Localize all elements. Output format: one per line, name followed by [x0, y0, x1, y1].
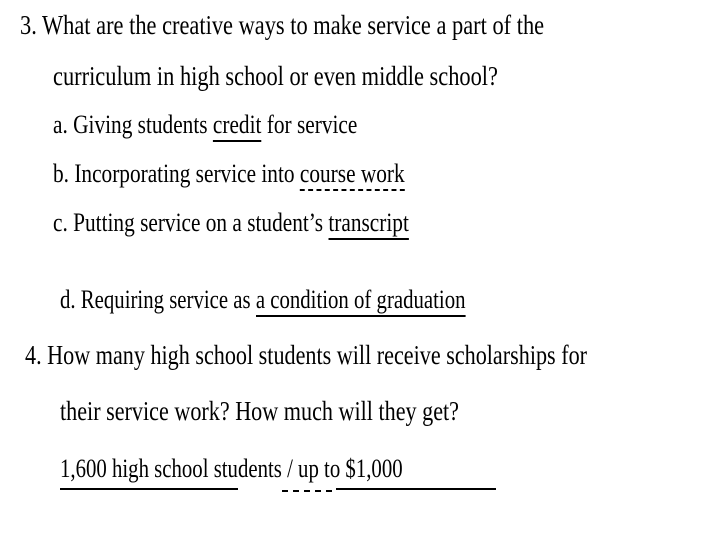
question-4-text-line-1: How many high school students will receive scholarships for: [47, 340, 588, 370]
answer-3c-underlined: transcript: [328, 210, 409, 240]
answer-4-blank-line-3: [336, 488, 496, 490]
answer-4: [60, 456, 403, 482]
answer-3b-letter: b.: [53, 159, 69, 188]
answer-3b-underlined: course work: [300, 161, 405, 191]
question-3-text-line-2: curriculum in high school or even middle school?: [53, 61, 498, 91]
answer-4-blank-line-2: [282, 490, 332, 492]
question-4-line-2: [60, 398, 459, 425]
answer-3b: [53, 161, 405, 191]
answer-3b-prefix: Incorporating service into: [74, 159, 300, 188]
question-3-text-line-1: What are the creative ways to make service a part of the: [42, 10, 545, 40]
answer-3c-letter: c.: [53, 208, 68, 237]
question-4-text-line-2: their service work? How much will they get?: [60, 396, 460, 426]
answer-3a-underlined: credit: [213, 112, 262, 142]
answer-3d-prefix: Requiring service as: [80, 285, 256, 314]
question-3-line-1: [20, 12, 544, 39]
answer-4-part-1: 1,600 high school: [60, 454, 209, 483]
answer-4-part-3: up to $1,000: [298, 454, 403, 483]
answer-4-part-2: students /: [208, 454, 299, 483]
answer-3a: [53, 112, 357, 142]
question-4-number: 4.: [25, 340, 42, 370]
answer-3d-letter: d.: [60, 285, 76, 314]
question-3-line-2: [53, 63, 498, 90]
answer-3d-underlined: a condition of graduation: [256, 287, 466, 317]
answer-3a-suffix: for service: [261, 110, 358, 139]
answer-4-blank-line-1: [60, 488, 238, 490]
answer-3a-prefix: Giving students: [73, 110, 213, 139]
question-3-number: 3.: [20, 10, 37, 40]
answer-3a-letter: a.: [53, 110, 68, 139]
answer-3c-prefix: Putting service on a student’s: [73, 208, 329, 237]
question-4-line-1: [25, 342, 587, 369]
answer-3d: [60, 287, 466, 317]
answer-3c: [53, 210, 409, 240]
